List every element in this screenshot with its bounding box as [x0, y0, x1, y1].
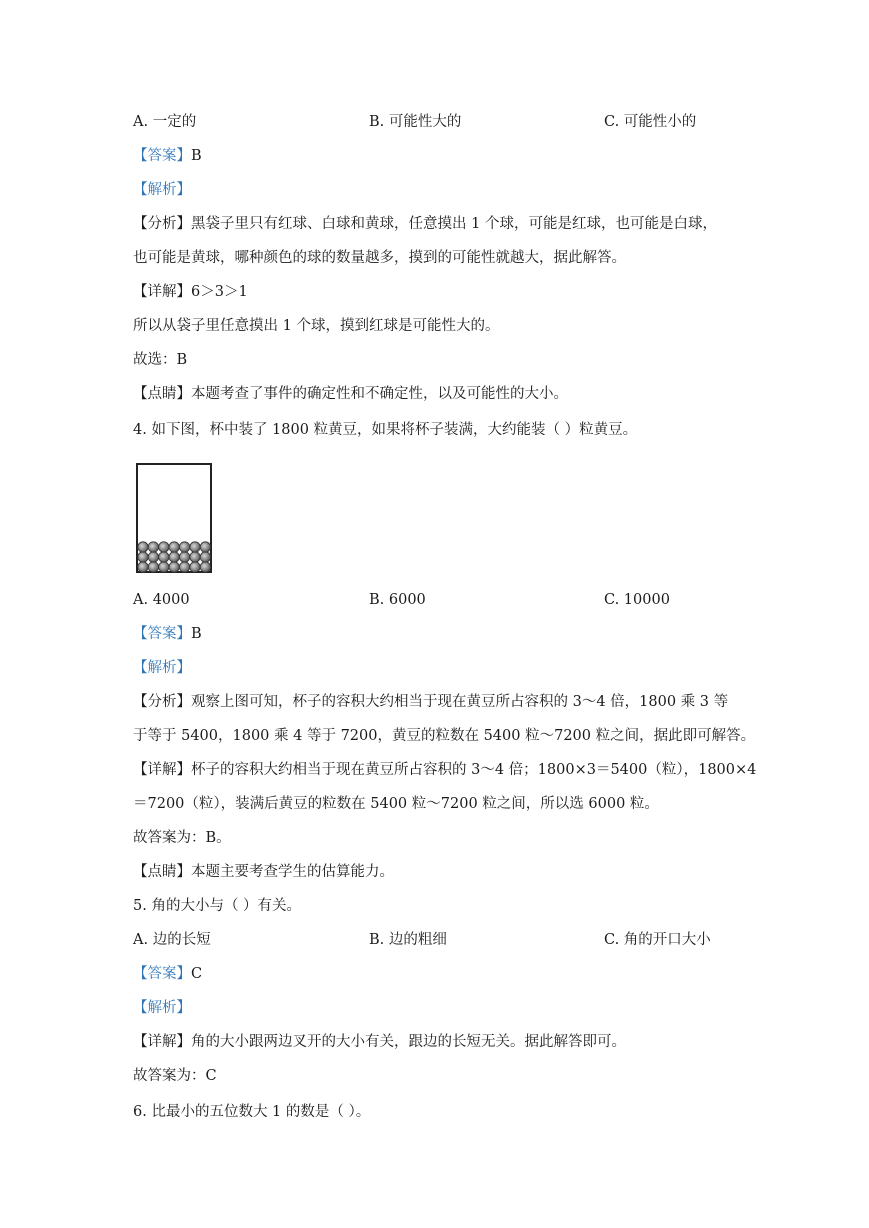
answer-tag: 【答案】 — [133, 626, 191, 642]
bean — [159, 552, 169, 562]
q3-fenxi-1 — [133, 214, 717, 234]
q3-dianjing — [133, 384, 568, 404]
q3-xiangjie-1 — [133, 282, 248, 302]
q4-question: 4. 如下图，杯中装了 1800 粒黄豆，如果将杯子装满，大约能装（ ）粒黄豆。 — [133, 422, 638, 438]
answer-tag: 【答案】 — [133, 148, 191, 164]
answer-tag: 【答案】 — [133, 966, 191, 982]
q5-choose: 故答案为：C — [133, 1068, 217, 1084]
analysis-tag: 【解析】 — [133, 182, 191, 198]
q5-question: 5. 角的大小与（ ）有关。 — [133, 898, 302, 914]
bean — [190, 562, 200, 572]
q4-xiangjie-2: ＝7200（粒），装满后黄豆的粒数在 5400 粒～7200 粒之间，所以选 6000 粒。 — [133, 796, 659, 812]
q3-option-a: A. 一定的 — [133, 114, 197, 130]
q5-option-b: B. 边的粗细 — [369, 932, 447, 948]
dianjing-tag: 【点睛】 — [133, 386, 191, 402]
bean — [169, 542, 179, 552]
xiangjie-text: 6＞3＞1 — [191, 284, 248, 300]
q5-option-c: C. 角的开口大小 — [604, 932, 711, 948]
analysis-tag: 【解析】 — [133, 660, 191, 676]
bean — [138, 552, 148, 562]
bean — [179, 562, 189, 572]
q4-fenxi-2: 于等于 5400，1800 乘 4 等于 7200，黄豆的粒数在 5400 粒～7200 粒之间，据此即可解答。 — [133, 728, 756, 744]
xiangjie-text: 杯子的容积大约相当于现在黄豆所占容积的 3～4 倍；1800×3＝5400（粒），1800×4 — [191, 762, 757, 778]
q4-option-b: B. 6000 — [369, 592, 426, 608]
bean — [138, 542, 148, 552]
q4-xiangjie-1 — [133, 760, 756, 780]
bean — [200, 562, 210, 572]
bean — [200, 552, 210, 562]
cup-with-beans-figure — [136, 463, 214, 575]
q4-option-a: A. 4000 — [133, 592, 190, 608]
bean — [148, 552, 158, 562]
q3-xiangjie-2: 所以从袋子里任意摸出 1 个球，摸到红球是可能性大的。 — [133, 318, 500, 334]
xiangjie-tag: 【详解】 — [133, 284, 191, 300]
bean — [190, 542, 200, 552]
q3-option-c: C. 可能性小的 — [604, 114, 697, 130]
q3-analysis — [133, 180, 191, 200]
bean — [138, 562, 148, 572]
fenxi-tag: 【分析】 — [133, 694, 191, 710]
xiangjie-tag: 【详解】 — [133, 762, 191, 778]
xiangjie-tag: 【详解】 — [133, 1034, 191, 1050]
q6-question: 6. 比最小的五位数大 1 的数是（ ）。 — [133, 1104, 371, 1120]
q4-option-c: C. 10000 — [604, 592, 670, 608]
q5-analysis — [133, 998, 191, 1018]
bean — [159, 542, 169, 552]
bean — [159, 562, 169, 572]
dianjing-text: 本题考查了事件的确定性和不确定性，以及可能性的大小。 — [191, 386, 568, 402]
bean — [148, 542, 158, 552]
fenxi-text: 黑袋子里只有红球、白球和黄球，任意摸出 1 个球，可能是红球，也可能是白球， — [191, 216, 717, 232]
q4-dianjing — [133, 862, 394, 882]
bean — [169, 562, 179, 572]
q4-fenxi-1 — [133, 692, 728, 712]
xiangjie-text: 角的大小跟两边叉开的大小有关，跟边的长短无关。据此解答即可。 — [191, 1034, 626, 1050]
bean — [200, 542, 210, 552]
q3-option-b: B. 可能性大的 — [369, 114, 462, 130]
answer-value: B — [191, 626, 202, 642]
bean — [190, 552, 200, 562]
analysis-tag: 【解析】 — [133, 1000, 191, 1016]
bean — [148, 562, 158, 572]
q4-analysis — [133, 658, 191, 678]
bean — [169, 552, 179, 562]
q3-fenxi-2: 也可能是黄球，哪种颜色的球的数量越多，摸到的可能性就越大，据此解答。 — [133, 250, 626, 266]
dianjing-tag: 【点睛】 — [133, 864, 191, 880]
q3-choose: 故选：B — [133, 352, 188, 368]
q4-choose: 故答案为：B。 — [133, 830, 231, 846]
dianjing-text: 本题主要考查学生的估算能力。 — [191, 864, 394, 880]
q5-answer — [133, 964, 202, 984]
q5-option-a: A. 边的长短 — [133, 932, 211, 948]
beans-layer — [138, 542, 211, 572]
q3-answer — [133, 146, 202, 166]
answer-value: C — [191, 966, 203, 982]
answer-value: B — [191, 148, 202, 164]
fenxi-text: 观察上图可知，杯子的容积大约相当于现在黄豆所占容积的 3～4 倍，1800 乘 3 等 — [191, 694, 729, 710]
fenxi-tag: 【分析】 — [133, 216, 191, 232]
q5-xiangjie-1 — [133, 1032, 626, 1052]
bean — [179, 542, 189, 552]
bean — [179, 552, 189, 562]
q4-answer — [133, 624, 202, 644]
